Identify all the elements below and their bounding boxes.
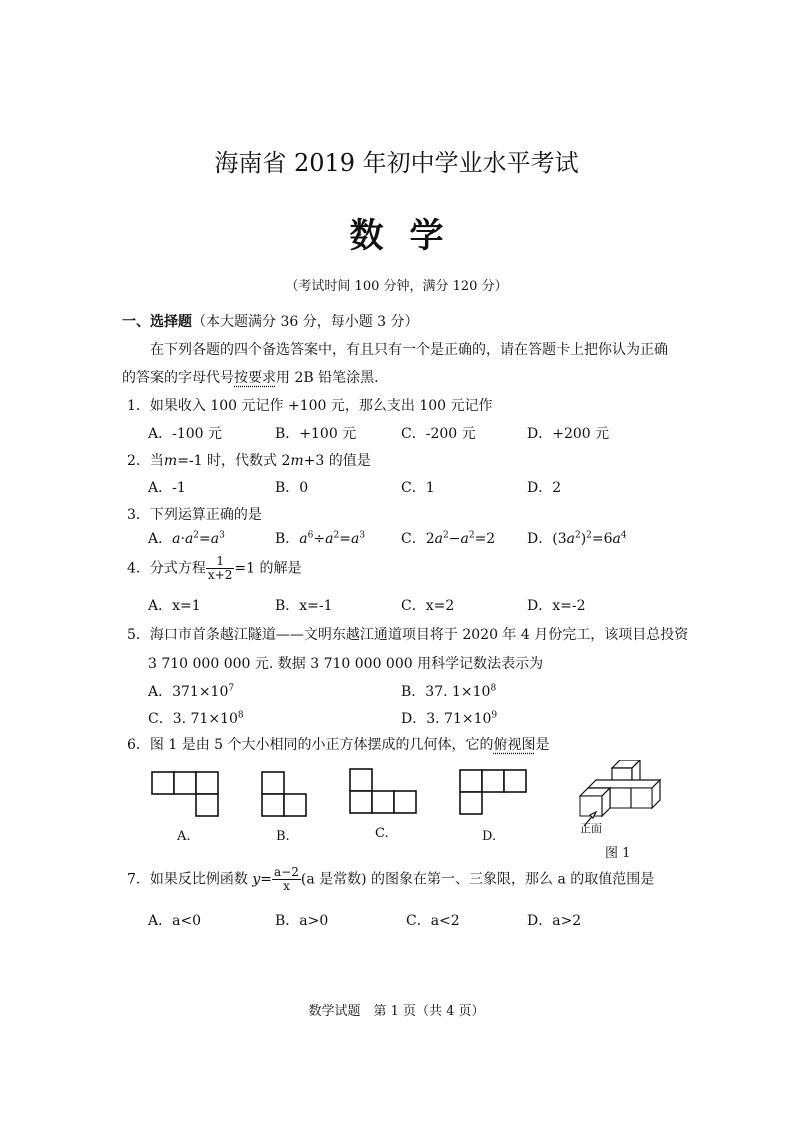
q6-label-b: B. bbox=[276, 829, 290, 844]
q2-eq: =-1 时，代数式 2 bbox=[177, 453, 291, 469]
q7-option-d: D．a>2 bbox=[527, 913, 582, 929]
q6-figure-d bbox=[460, 770, 526, 814]
page-footer: 数学试题 第 1 页（共 4 页） bbox=[308, 1004, 485, 1019]
q2-num: 2．当 bbox=[127, 453, 164, 469]
q4-option-b: B．x=-1 bbox=[275, 598, 333, 614]
q7-option-b: B．a>0 bbox=[275, 913, 329, 929]
q1-option-b: B．+100 元 bbox=[275, 426, 357, 442]
q3-option-c: C．$2a^2-a^2=2$ bbox=[401, 530, 496, 547]
q3-option-d-label: D． bbox=[527, 531, 553, 547]
instruction-line-2 bbox=[122, 367, 379, 387]
q1-option-a: A．-100 元 bbox=[148, 426, 223, 442]
q3-option-d: D．$(3a^2)^2=6a^4$ bbox=[527, 530, 627, 547]
q3-option-c-label: C． bbox=[401, 531, 426, 547]
q5-option-c-exp: 8 bbox=[237, 710, 244, 721]
question-2-stem bbox=[127, 450, 371, 470]
instruction-emphasis: 按要求 bbox=[234, 370, 276, 386]
q4-option-a: A．x=1 bbox=[148, 598, 201, 614]
q6-front-label: 正面 bbox=[580, 822, 602, 835]
q2-option-d: D．2 bbox=[527, 480, 562, 496]
question-7-stem bbox=[127, 866, 654, 893]
q7-eq: = bbox=[260, 871, 273, 888]
q6-label-a: A. bbox=[177, 829, 191, 844]
q5-option-b-exp: 8 bbox=[490, 683, 497, 694]
q6-stem-a: 6．图 1 是由 5 个大小相同的小正方体摆成的几何体，它的 bbox=[127, 737, 494, 753]
question-6-stem bbox=[127, 734, 550, 754]
q5-option-a-exp: 7 bbox=[228, 683, 235, 694]
q7-fraction-den: x bbox=[283, 879, 290, 893]
q4-post: =1 的解是 bbox=[234, 560, 302, 577]
q4-fraction-num: 1 bbox=[206, 555, 234, 569]
q7-option-c: C．a<2 bbox=[406, 913, 460, 929]
q6-figure-1-solid bbox=[580, 760, 660, 826]
q4-option-c: C．x=2 bbox=[401, 598, 455, 614]
section-heading-label: 一、选择题 bbox=[122, 314, 192, 330]
q7-fraction-num: a−2 bbox=[274, 865, 299, 879]
q6-figure-1-label: 图 1 bbox=[605, 846, 631, 861]
q3-option-b: B．$a^6\div a^2=a^3$ bbox=[275, 530, 366, 547]
q2-option-b: B．0 bbox=[275, 480, 309, 496]
q6-figures bbox=[140, 760, 680, 860]
q6-figure-b bbox=[262, 772, 306, 816]
question-5-line-1: 5．海口市首条越江隧道——文明东越江通道项目将于 2020 年 4 月份完工，该项目总投资 bbox=[127, 627, 689, 643]
instruction-part-a: 的答案的字母代号 bbox=[122, 370, 234, 386]
subject-title: 数学 bbox=[349, 216, 470, 256]
q5-option-a bbox=[148, 681, 234, 701]
q6-stem-emphasis: 俯视图 bbox=[493, 737, 536, 753]
exam-time-note: （考试时间 100 分钟，满分 120 分） bbox=[285, 279, 508, 294]
q2-option-c: C．1 bbox=[401, 480, 435, 496]
q7-post: (a 是常数) 的图象在第一、三象限，那么 a 的取值范围是 bbox=[300, 871, 655, 888]
q6-stem-c: 是 bbox=[535, 737, 550, 753]
question-5-line-2: 3 710 000 000 元. 数据 3 710 000 000 用科学记数法表示为 bbox=[148, 656, 544, 672]
section-heading-note: （本大题满分 36 分，每小题 3 分） bbox=[192, 314, 419, 330]
q7-option-a: A．a<0 bbox=[148, 913, 202, 929]
q5-option-d-exp: 9 bbox=[491, 710, 498, 721]
question-3-stem: 3．下列运算正确的是 bbox=[127, 507, 262, 523]
q5-option-c bbox=[148, 708, 244, 728]
q6-figure-c bbox=[350, 769, 416, 813]
q5-option-b-base: B．37. 1×10 bbox=[401, 684, 491, 700]
q2-tail: +3 的值是 bbox=[303, 453, 371, 469]
q3-option-b-label: B． bbox=[275, 531, 300, 547]
page-title: 海南省 2019 年初中学业水平考试 bbox=[214, 149, 579, 177]
q1-option-c: C．-200 元 bbox=[401, 426, 476, 442]
q2-var-m: m bbox=[163, 453, 178, 469]
instruction-part-c: 用 2B 铅笔涂黑. bbox=[276, 370, 379, 386]
q7-fraction bbox=[272, 866, 301, 893]
instruction-line-1: 在下列各题的四个备选答案中，有且只有一个是正确的，请在答题卡上把你认为正确 bbox=[150, 342, 668, 358]
q5-option-b bbox=[401, 681, 496, 701]
q6-figure-a bbox=[152, 772, 218, 816]
question-1-stem: 1．如果收入 100 元记作 +100 元，那么支出 100 元记作 bbox=[127, 398, 493, 414]
q4-pre: 4．分式方程 bbox=[127, 560, 206, 577]
q4-fraction bbox=[206, 555, 234, 582]
q5-option-c-base: C．3. 71×10 bbox=[148, 711, 238, 727]
question-4-stem bbox=[127, 555, 301, 582]
q4-fraction-den: x+2 bbox=[207, 568, 233, 582]
q4-option-d: D．x=-2 bbox=[527, 598, 586, 614]
q6-label-d: D. bbox=[482, 829, 497, 844]
q5-option-d bbox=[401, 708, 497, 728]
q5-option-a-base: A．371×10 bbox=[148, 684, 229, 700]
q7-var-y: y bbox=[252, 871, 261, 888]
section-heading bbox=[122, 311, 419, 331]
q3-option-a-label: A． bbox=[148, 531, 173, 547]
q7-pre: 7．如果反比例函数 bbox=[127, 871, 248, 888]
q2-option-a: A．-1 bbox=[148, 480, 186, 496]
q2-var-m2: m bbox=[290, 453, 304, 469]
q6-label-c: C. bbox=[375, 826, 389, 841]
q1-option-d: D．+200 元 bbox=[527, 426, 610, 442]
q3-option-a: A．$a\cdot a^2=a^3$ bbox=[148, 530, 225, 547]
q5-option-d-base: D．3. 71×10 bbox=[401, 711, 492, 727]
